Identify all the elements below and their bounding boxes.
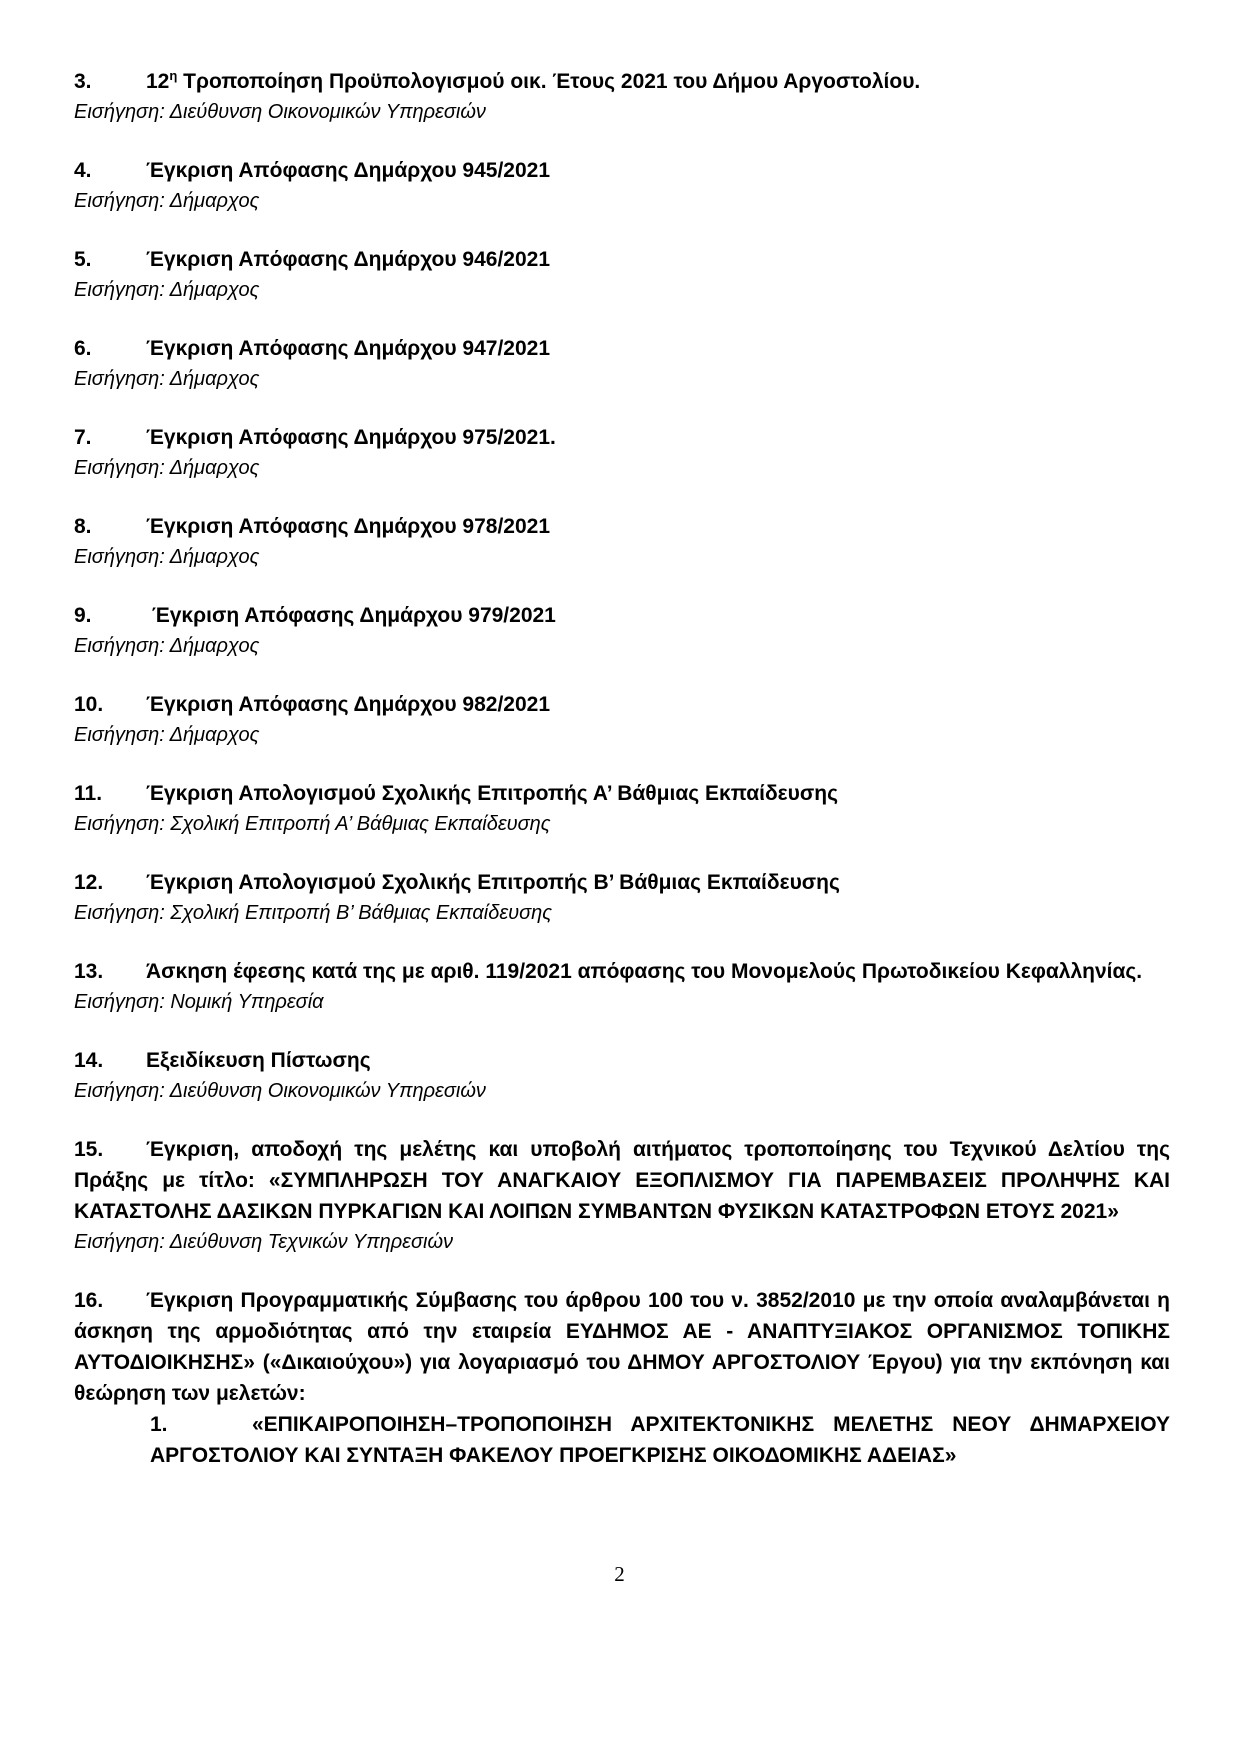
title-text: Τροποποίηση Προϋπολογισμού οικ. Έτους 2021 του Δήμου Αργοστολίου. (177, 70, 921, 93)
item-number: 11. (74, 782, 103, 805)
title-text: Έγκριση Απόφασης Δημάρχου 978/2021 (146, 515, 551, 538)
agenda-item-3 (74, 66, 1170, 127)
agenda-item-11 (74, 778, 1170, 839)
title-text: Έγκριση Απόφασης Δημάρχου 945/2021 (146, 159, 551, 182)
item-number: 4. (74, 159, 92, 182)
agenda-item-presenter: Εισήγηση: Σχολική Επιτροπή Α’ Βάθμιας Εκπαίδευσης (74, 813, 551, 835)
item-number: 6. (74, 337, 92, 360)
title-text: Έγκριση Απόφασης Δημάρχου 947/2021 (146, 337, 551, 360)
agenda-item-9 (74, 600, 1170, 661)
title-ordinal: 12 (146, 70, 170, 93)
item-number: 12. (74, 871, 104, 894)
item-number: 5. (74, 248, 92, 271)
title-text: Έγκριση Απόφασης Δημάρχου 982/2021 (146, 693, 551, 716)
page-number: 2 (614, 1562, 625, 1586)
agenda-item-4 (74, 155, 1170, 216)
agenda-item-title (74, 778, 1170, 809)
item-number: 8. (74, 515, 92, 538)
agenda-item-title (74, 511, 1170, 542)
agenda-item-title (74, 422, 1170, 453)
agenda-item-10 (74, 689, 1170, 750)
agenda-item-presenter: Εισήγηση: Διεύθυνση Οικονομικών Υπηρεσιών (74, 1080, 486, 1102)
agenda-item-title (74, 155, 1170, 186)
agenda-item-13 (74, 956, 1170, 1017)
agenda-item-presenter: Εισήγηση: Δήμαρχος (74, 190, 260, 212)
agenda-subitem-1 (74, 1409, 1170, 1471)
agenda-item-5 (74, 244, 1170, 305)
item-number: 10. (74, 693, 104, 716)
agenda-item-8 (74, 511, 1170, 572)
agenda-item-presenter: Εισήγηση: Σχολική Επιτροπή Β’ Βάθμιας Εκπαίδευσης (74, 902, 552, 924)
subitem-title: «ΕΠΙΚΑΙΡΟΠΟΙΗΣΗ–ΤΡΟΠΟΠΟΙΗΣΗ ΑΡΧΙΤΕΚΤΟΝΙΚΗΣ ΜΕΛΕΤΗΣ ΝΕΟΥ ΔΗΜΑΡΧΕΙΟΥ ΑΡΓΟΣΤΟΛΙΟΥ ΚΑΙ ΣΥΝΤΑΞΗ ΦΑΚΕΛΟΥ ΠΡΟΕΓΚΡΙΣΗΣ ΟΙΚΟΔΟΜΙΚΗΣ ΑΔΕΙΑΣ» (150, 1413, 1170, 1467)
agenda-item-title (74, 1285, 1170, 1409)
title-text: Έγκριση Απόφασης Δημάρχου 975/2021. (146, 426, 556, 449)
agenda-item-presenter: Εισήγηση: Δήμαρχος (74, 635, 260, 657)
title-text: Έγκριση Απόφασης Δημάρχου 979/2021 (146, 604, 556, 627)
title-text: Έγκριση, αποδοχή της μελέτης και υποβολή αιτήματος τροποποίησης του Τεχνικού Δελτίου της Πράξης με τίτλο: «ΣΥΜΠΛΗΡΩΣΗ ΤΟΥ ΑΝΑΓΚΑΙΟΥ ΕΞΟΠΛΙΣΜΟΥ ΓΙΑ ΠΑΡΕΜΒΑΣΕΙΣ ΠΡΟΛΗΨΗΣ ΚΑΙ ΚΑΤΑΣΤΟΛΗΣ ΔΑΣΙΚΩΝ ΠΥΡΚΑΓΙΩΝ ΚΑΙ ΛΟΙΠΩΝ ΣΥΜΒΑΝΤΩΝ ΦΥΣΙΚΩΝ ΚΑΤΑΣΤΡΟΦΩΝ ΕΤΟΥΣ 2021» (74, 1138, 1170, 1223)
agenda-item-title (74, 244, 1170, 275)
agenda-item-title (74, 689, 1170, 720)
title-text: Έγκριση Απόφασης Δημάρχου 946/2021 (146, 248, 551, 271)
agenda-page (74, 66, 1170, 1499)
agenda-item-presenter: Εισήγηση: Δήμαρχος (74, 368, 260, 390)
agenda-item-presenter: Εισήγηση: Διεύθυνση Οικονομικών Υπηρεσιών (74, 101, 486, 123)
item-number: 15. (74, 1138, 104, 1161)
agenda-item-7 (74, 422, 1170, 483)
agenda-item-6 (74, 333, 1170, 394)
agenda-item-12 (74, 867, 1170, 928)
agenda-item-14 (74, 1045, 1170, 1106)
item-number: 7. (74, 426, 92, 449)
subitem-number: 1. (150, 1413, 168, 1436)
agenda-item-title (74, 867, 1170, 898)
title-ordinal-suffix: η (169, 68, 178, 83)
item-number: 3. (74, 70, 92, 93)
agenda-item-title (74, 600, 1170, 631)
title-text: Έγκριση Απολογισμού Σχολικής Επιτροπής Β’ Βάθμιας Εκπαίδευσης (146, 871, 840, 894)
agenda-item-presenter: Εισήγηση: Δήμαρχος (74, 546, 260, 568)
title-text: Άσκηση έφεσης κατά της με αριθ. 119/2021 απόφασης του Μονομελούς Πρωτοδικείου Κεφαλληνίας. (146, 960, 1143, 983)
agenda-item-presenter: Εισήγηση: Δήμαρχος (74, 724, 260, 746)
agenda-item-presenter: Εισήγηση: Διεύθυνση Τεχνικών Υπηρεσιών (74, 1231, 454, 1253)
agenda-item-presenter: Εισήγηση: Δήμαρχος (74, 457, 260, 479)
agenda-item-title (74, 956, 1170, 987)
agenda-item-16 (74, 1285, 1170, 1471)
item-number: 13. (74, 960, 104, 983)
agenda-item-title (74, 333, 1170, 364)
title-text: Εξειδίκευση Πίστωσης (146, 1049, 371, 1072)
agenda-item-title (74, 1045, 1170, 1076)
agenda-item-title (74, 1134, 1170, 1227)
title-text: Έγκριση Απολογισμού Σχολικής Επιτροπής Α’ Βάθμιας Εκπαίδευσης (146, 782, 838, 805)
item-number: 16. (74, 1289, 104, 1312)
item-number: 9. (74, 604, 92, 627)
agenda-item-title (74, 66, 1170, 97)
agenda-item-presenter: Εισήγηση: Δήμαρχος (74, 279, 260, 301)
agenda-item-presenter: Εισήγηση: Νομική Υπηρεσία (74, 991, 324, 1013)
agenda-item-15 (74, 1134, 1170, 1257)
item-number: 14. (74, 1049, 104, 1072)
title-text: Έγκριση Προγραμματικής Σύμβασης του άρθρου 100 του ν. 3852/2010 με την οποία αναλαμβάνεται η άσκηση της αρμοδιότητας από την εταιρεία ΕΥΔΗΜΟΣ ΑΕ - ΑΝΑΠΤΥΞΙΑΚΟΣ ΟΡΓΑΝΙΣΜΟΣ ΤΟΠΙΚΗΣ ΑΥΤΟΔΙΟΙΚΗΣΗΣ» («Δικαιούχου») για λογαριασμό του ΔΗΜΟΥ ΑΡΓΟΣΤΟΛΙΟΥ Έργου) για την εκπόνηση και θεώρηση των μελετών: (74, 1289, 1170, 1405)
